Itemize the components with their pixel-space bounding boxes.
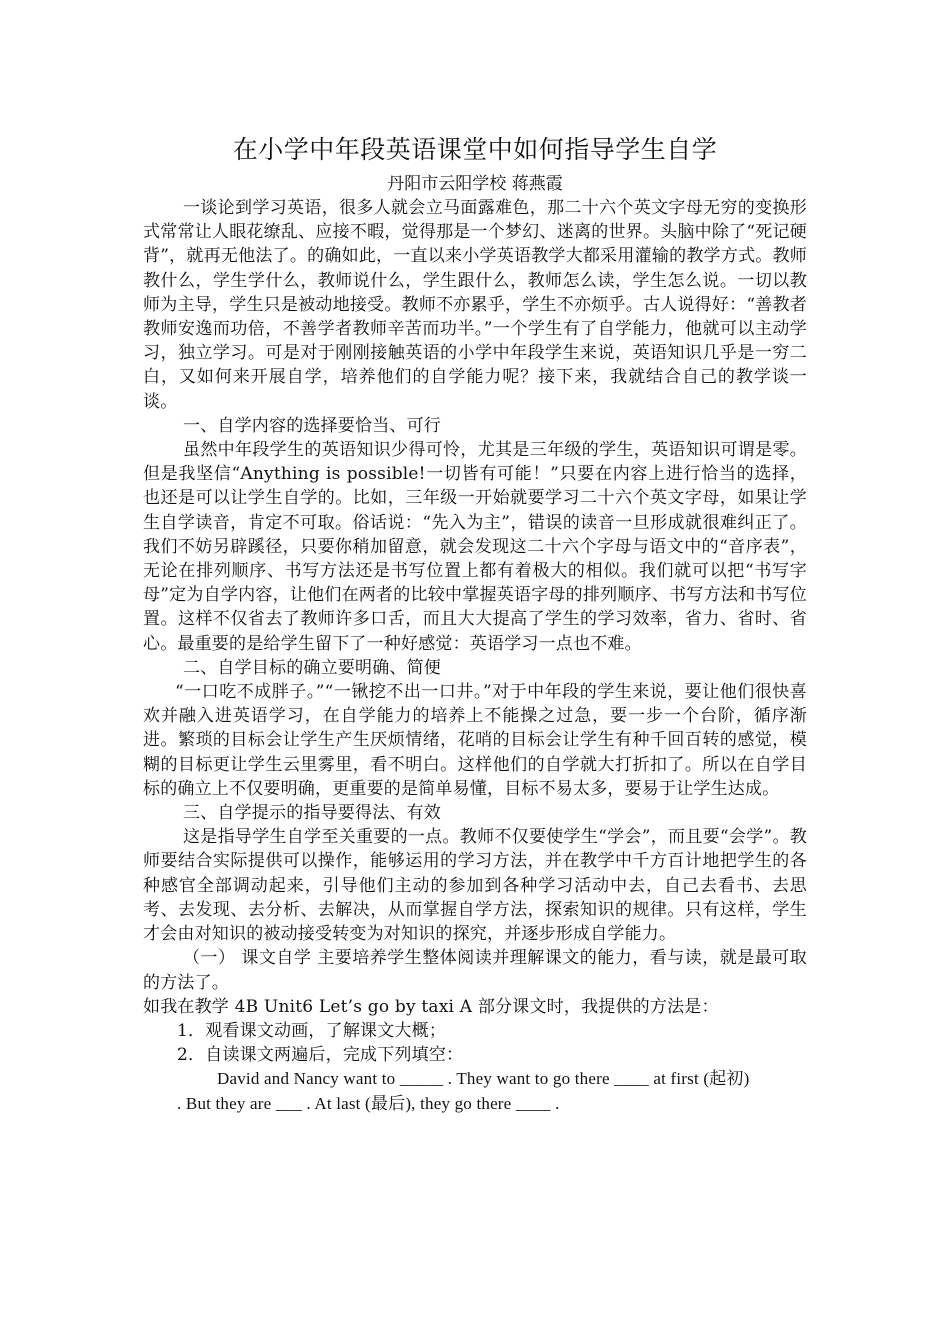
document-title: 在小学中年段英语课堂中如何指导学生自学: [232, 135, 718, 164]
document-content: [143, 128, 807, 1116]
subsection-1-paragraph: （一） 课文自学 主要培养学生整体阅读并理解课文的能力，看与读，就是最可取的方法了。: [143, 948, 807, 993]
fill-blank-line-2: . But they are ___ . At last (最后), they go there ____ .: [177, 1093, 560, 1113]
section-1-heading: 一、自学内容的选择要恰当、可行: [183, 415, 441, 436]
section-3-paragraph: 这是指导学生自学至关重要的一点。教师不仅要使学生“学会”，而且要“会学”。教师要结合实际提供可以操作，能够运用的学习方法，并在教学中千方百计地把学生的各种感官全部调动起来，引导他们主动的参加到各种学习活动中去，自己去看书、去思考、去发现、去分析、去解决，从而掌握自学方法，探索知识的规律。只有这样，学生才会由对知识的被动接受转变为对知识的探究，并逐步形成自学能力。: [143, 827, 807, 945]
section-2-paragraph: “一口吃不成胖子。”“一锹挖不出一口井。”对于中年段的学生来说，要让他们很快喜欢并融入进英语学习，在自学能力的培养上不能操之过急，要一步一个台阶，循序渐进。繁琐的目标会让学生产生厌烦情绪，花哨的目标会让学生有种千回百转的感觉，模糊的目标更让学生云里雾里，看不明白。这样他们的自学就大打折扣了。所以在自学目标的确立上不仅要明确，更重要的是简单易懂，目标不易太多，要易于让学生达成。: [143, 682, 807, 799]
document-author: 丹阳市云阳学校 蒋燕霞: [387, 174, 563, 194]
section-1-paragraph: 虽然中年段学生的英语知识少得可怜，尤其是三年级的学生，英语知识可谓是零。但是我坚信“Anything is possible!一切皆有可能！”只要在内容上进行恰当的选择，也还是可以让学生自学的。比如，三年级一开始就要学习二十六个英文字母，如果让学生自学读音，肯定不可取。俗话说：“先入为主”，错误的读音一旦形成就很难纠正了。我们不妨另辟蹊径，只要你稍加留意，就会发现这二十六个字母与语文中的“音序表”，无论在排列顺序、书写方法还是书写位置上都有着极大的相似。我们就可以把“书写字母”定为自学内容，让他们在两者的比较中掌握英语字母的排列顺序、书写方法和书写位置。这样不仅省去了教师许多口舌，而且大大提高了学生的学习效率，省力、省时、省心。最重要的是给学生留下了一种好感觉：英语学习一点也不难。: [143, 440, 807, 654]
intro-paragraph: 一谈论到学习英语，很多人就会立马面露难色，那二十六个英文字母无穷的变换形式常常让人眼花缭乱、应接不暇，觉得那是一个梦幻、迷离的世界。头脑中除了“死记硬背”，就再无他法了。的确如此，一直以来小学英语教学大都采用灌输的教学方式。教师教什么，学生学什么，教师说什么，学生跟什么，教师怎么读，学生怎么说。一切以教师为主导，学生只是被动地接受。教师不亦累乎，学生不亦烦乎。古人说得好：“善教者教师安逸而功倍，不善学者教师辛苦而功半。”一个学生有了自学能力，他就可以主动学习，独立学习。可是对于刚刚接触英语的小学中年段学生来说，英语知识几乎是一穷二白，又如何来开展自学，培养他们的自学能力呢？接下来，我就结合自己的教学谈一谈。: [143, 198, 807, 412]
step-1: 1．观看课文动画，了解课文大概；: [177, 1020, 447, 1041]
section-3-heading: 三、自学提示的指导要得法、有效: [183, 803, 441, 824]
step-2: 2．自读课文两遍后，完成下列填空：: [177, 1045, 464, 1066]
example-intro: 如我在教学 4B Unit6 Let’s go by taxi A 部分课文时，我提供的方法是：: [143, 996, 719, 1017]
section-2-heading: 二、自学目标的确立要明确、简便: [183, 657, 441, 678]
fill-blank-line-1: David and Nancy want to _____ . They want to go there ____ at first (起初): [217, 1069, 750, 1089]
